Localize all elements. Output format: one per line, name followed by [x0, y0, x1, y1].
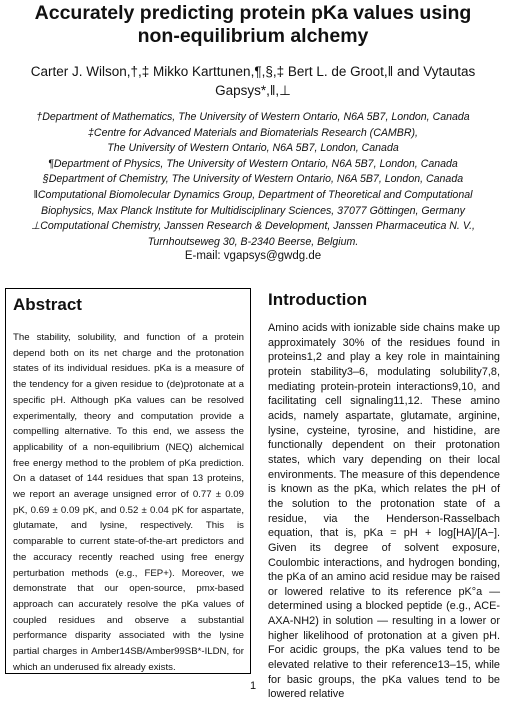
introduction-text: Amino acids with ionizable side chains make up approximately 30% of the residues found in proteins1,2 and play a key role in maintaining protein stability3–6, modulating solubility7,8, mediating protein-protein interactions9,10, and facilitating cell signaling11,12. These amino acids, namely aspartate, glutamate, arginine, lysine, cysteine, tyrosine, and histidine, are functionally dependent on their protonation states, which vary depending on their local environments. The measure of this dependence is known as the pKa, which relates the pH of the solution to the protonation state of a residue, via the Henderson-Rasselbach equation, that is, pKa = pH + log[HA]/[A−]. Given its degree of solvent exposure, Coulombic interactions, and hydrogen bonding, the pKa of an amino acid residue may be raised or lowered relative to its reference pK°a — determined using a blocked peptide (e.g., ACE-AXA-NH2) in solution — resulting in a lower or higher likelihood of protonation at a given pH. For acidic groups, the pKa values tend to be elevated relative to their reference13–15, while for basic groups, the pKa values tend to be lowered relative	[268, 322, 500, 701]
paper-title	[20, 2, 486, 48]
affiliation-line: §Department of Chemistry, The University of Western Ontario, N6A 5B7, London, Canada	[42, 173, 464, 186]
affiliation-line: †Department of Mathematics, The University of Western Ontario, N6A 5B7, London, Canada	[36, 111, 470, 123]
affiliation-line: ‖Computational Biomolecular Dynamics Group, Department of Theoretical and Computational	[33, 188, 473, 201]
contact-email: E-mail: vgapsys@gwdg.de	[184, 250, 322, 262]
affiliation-line: ‡Centre for Advanced Materials and Biomaterials Research (CAMBR),	[88, 126, 418, 139]
affiliation-line: Turnhoutseweg 30, B-2340 Beerse, Belgium.	[147, 235, 359, 248]
author-list-line-2: Gapsys*,‖,⊥	[215, 83, 291, 98]
affiliation-line: Biophysics, Max Planck Institute for Multidisciplinary Sciences, 37077 Göttingen, Germany	[41, 204, 465, 217]
author-list	[30, 62, 476, 100]
paper-title-line-2: non-equilibrium alchemy	[137, 25, 369, 47]
affiliation-line: ⊥Computational Chemistry, Janssen Research & Development, Janssen Pharmaceutica N. V.,	[31, 220, 475, 233]
author-list-line-1: Carter J. Wilson,†,‡ Mikko Karttunen,¶,§,‡ Bert L. de Groot,‖ and Vytautas	[30, 64, 476, 79]
introduction-heading: Introduction	[268, 290, 368, 309]
affiliation-line: ¶Department of Physics, The University of Western Ontario, N6A 5B7, London, Canada	[48, 157, 458, 170]
paper-title-line-1: Accurately predicting protein pKa values using	[34, 2, 472, 24]
abstract-box	[5, 288, 251, 674]
abstract-heading: Abstract	[13, 295, 82, 314]
page-number: 1	[249, 680, 257, 692]
affiliation-list	[18, 110, 488, 250]
affiliation-line: The University of Western Ontario, N6A 5B7, London, Canada	[107, 142, 399, 155]
abstract-text: The stability, solubility, and function of a protein depend both on its net charge and the protonation states of its individual residues. pKa is a measure of the tendency for a given residue to (de)protonate at a specific pH. Although pKa values can be resolved experimentally, theory and computation provide a compelling alternative. To this end, we assess the applicability of a non-equilibrium (NEQ) alchemical free energy method to the problem of pKa prediction. On a dataset of 144 residues that span 13 proteins, we report an average unsigned error of 0.77 ± 0.09 pK, 0.69 ± 0.09 pK, and 0.52 ± 0.04 pK for aspartate, glutamate, and lysine, respectively. This is comparable to current state-of-the-art predictors and the accuracy recently reached using free energy perturbation methods (e.g., FEP+). Moreover, we demonstrate that our open-source, pmx-based approach can accurately resolve the pKa values of coupled residues and observe a substantial performance disparity associated with the lysine partial charges in Amber14SB/Amber99SB*-ILDN, for which an underused fix already exists.	[13, 332, 244, 673]
